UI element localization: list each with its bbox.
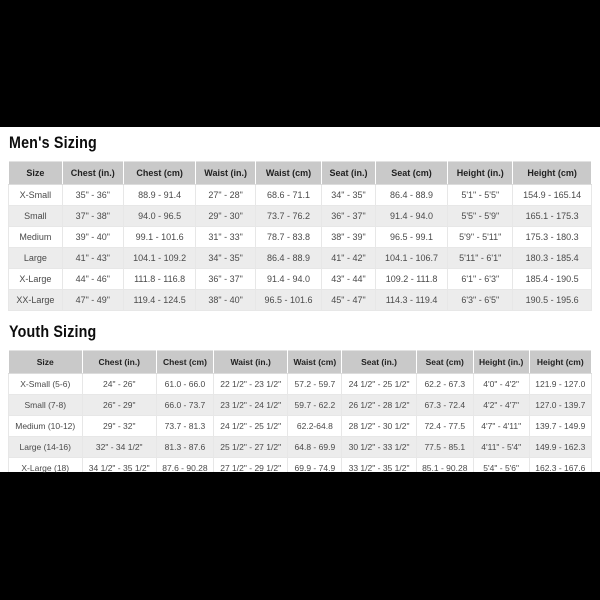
value-cell: 78.7 - 83.8 xyxy=(255,227,321,248)
table-row xyxy=(9,248,592,269)
column-header: Waist (in.) xyxy=(196,162,256,185)
size-cell: Small (7-8) xyxy=(9,395,83,416)
value-cell: 180.3 - 185.4 xyxy=(513,248,592,269)
value-cell: 22 1/2" - 23 1/2" xyxy=(213,374,287,395)
column-header: Height (cm) xyxy=(529,351,591,374)
column-header: Chest (in.) xyxy=(62,162,123,185)
column-header: Waist (in.) xyxy=(213,351,287,374)
value-cell: 4'7" - 4'11" xyxy=(473,416,529,437)
value-cell: 86.4 - 88.9 xyxy=(375,185,447,206)
value-cell: 175.3 - 180.3 xyxy=(513,227,592,248)
size-cell: Large (14-16) xyxy=(9,437,83,458)
table-row xyxy=(9,395,592,416)
value-cell: 88.9 - 91.4 xyxy=(123,185,195,206)
column-header: Seat (in.) xyxy=(322,162,376,185)
table-row xyxy=(9,185,592,206)
value-cell: 41" - 42" xyxy=(322,248,376,269)
table-row xyxy=(9,206,592,227)
value-cell: 62.2-64.8 xyxy=(288,416,342,437)
value-cell: 25 1/2" - 27 1/2" xyxy=(213,437,287,458)
table-row xyxy=(9,437,592,458)
table-row xyxy=(9,374,592,395)
column-header: Chest (cm) xyxy=(123,162,195,185)
value-cell: 99.1 - 101.6 xyxy=(123,227,195,248)
size-chart-sheet xyxy=(0,127,600,472)
value-cell: 23 1/2" - 24 1/2" xyxy=(213,395,287,416)
header-row xyxy=(9,162,592,185)
value-cell: 24 1/2" - 25 1/2" xyxy=(342,374,416,395)
value-cell: 30 1/2" - 33 1/2" xyxy=(342,437,416,458)
value-cell: 5'11" - 6'1" xyxy=(448,248,513,269)
value-cell: 104.1 - 106.7 xyxy=(375,248,447,269)
value-cell: 31" - 33" xyxy=(196,227,256,248)
column-header: Waist (cm) xyxy=(255,162,321,185)
table-row xyxy=(9,290,592,311)
value-cell: 190.5 - 195.6 xyxy=(513,290,592,311)
value-cell: 45" - 47" xyxy=(322,290,376,311)
value-cell: 119.4 - 124.5 xyxy=(123,290,195,311)
value-cell: 109.2 - 111.8 xyxy=(375,269,447,290)
value-cell: 44" - 46" xyxy=(62,269,123,290)
value-cell: 4'0" - 4'2" xyxy=(473,374,529,395)
value-cell: 67.3 - 72.4 xyxy=(416,395,473,416)
mens-sizing-title: Men's Sizing xyxy=(9,133,97,152)
table-row xyxy=(9,227,592,248)
column-header: Height (cm) xyxy=(513,162,592,185)
size-cell: Small xyxy=(9,206,63,227)
value-cell: 41" - 43" xyxy=(62,248,123,269)
youth-sizing-title: Youth Sizing xyxy=(9,322,97,341)
value-cell: 127.0 - 139.7 xyxy=(529,395,591,416)
size-cell: Medium xyxy=(9,227,63,248)
value-cell: 34 1/2" - 35 1/2" xyxy=(82,458,156,479)
value-cell: 37" - 38" xyxy=(62,206,123,227)
column-header: Chest (cm) xyxy=(156,351,213,374)
size-cell: X-Small (5-6) xyxy=(9,374,83,395)
value-cell: 24" - 26" xyxy=(82,374,156,395)
value-cell: 72.4 - 77.5 xyxy=(416,416,473,437)
column-header: Height (in.) xyxy=(473,351,529,374)
youth-table-body xyxy=(9,374,592,479)
value-cell: 77.5 - 85.1 xyxy=(416,437,473,458)
value-cell: 5'4" - 5'6" xyxy=(473,458,529,479)
value-cell: 104.1 - 109.2 xyxy=(123,248,195,269)
value-cell: 94.0 - 96.5 xyxy=(123,206,195,227)
value-cell: 24 1/2" - 25 1/2" xyxy=(213,416,287,437)
value-cell: 162.3 - 167.6 xyxy=(529,458,591,479)
mens-sizing-table xyxy=(8,161,592,311)
value-cell: 73.7 - 76.2 xyxy=(255,206,321,227)
column-header: Waist (cm) xyxy=(288,351,342,374)
value-cell: 68.6 - 71.1 xyxy=(255,185,321,206)
value-cell: 139.7 - 149.9 xyxy=(529,416,591,437)
value-cell: 149.9 - 162.3 xyxy=(529,437,591,458)
column-header: Height (in.) xyxy=(448,162,513,185)
column-header: Seat (cm) xyxy=(416,351,473,374)
table-row xyxy=(9,416,592,437)
value-cell: 33 1/2" - 35 1/2" xyxy=(342,458,416,479)
value-cell: 28 1/2" - 30 1/2" xyxy=(342,416,416,437)
size-cell: X-Small xyxy=(9,185,63,206)
column-header: Seat (cm) xyxy=(375,162,447,185)
value-cell: 96.5 - 99.1 xyxy=(375,227,447,248)
value-cell: 6'3" - 6'5" xyxy=(448,290,513,311)
value-cell: 4'2" - 4'7" xyxy=(473,395,529,416)
value-cell: 96.5 - 101.6 xyxy=(255,290,321,311)
value-cell: 38" - 39" xyxy=(322,227,376,248)
mens-table-body xyxy=(9,185,592,311)
value-cell: 154.9 - 165.14 xyxy=(513,185,592,206)
size-cell: Large xyxy=(9,248,63,269)
header-row xyxy=(9,351,592,374)
value-cell: 34" - 35" xyxy=(322,185,376,206)
value-cell: 165.1 - 175.3 xyxy=(513,206,592,227)
value-cell: 26" - 29" xyxy=(82,395,156,416)
value-cell: 59.7 - 62.2 xyxy=(288,395,342,416)
size-cell: XX-Large xyxy=(9,290,63,311)
value-cell: 85.1 - 90.28 xyxy=(416,458,473,479)
value-cell: 64.8 - 69.9 xyxy=(288,437,342,458)
letterbox-top xyxy=(0,0,600,127)
value-cell: 73.7 - 81.3 xyxy=(156,416,213,437)
value-cell: 39" - 40" xyxy=(62,227,123,248)
value-cell: 43" - 44" xyxy=(322,269,376,290)
value-cell: 32" - 34 1/2" xyxy=(82,437,156,458)
value-cell: 81.3 - 87.6 xyxy=(156,437,213,458)
value-cell: 5'9" - 5'11" xyxy=(448,227,513,248)
column-header: Seat (in.) xyxy=(342,351,416,374)
value-cell: 66.0 - 73.7 xyxy=(156,395,213,416)
value-cell: 87.6 - 90.28 xyxy=(156,458,213,479)
value-cell: 47" - 49" xyxy=(62,290,123,311)
value-cell: 111.8 - 116.8 xyxy=(123,269,195,290)
value-cell: 62.2 - 67.3 xyxy=(416,374,473,395)
size-cell: Medium (10-12) xyxy=(9,416,83,437)
value-cell: 114.3 - 119.4 xyxy=(375,290,447,311)
value-cell: 5'1" - 5'5" xyxy=(448,185,513,206)
value-cell: 91.4 - 94.0 xyxy=(255,269,321,290)
value-cell: 5'5" - 5'9" xyxy=(448,206,513,227)
mens-table-head xyxy=(9,162,592,185)
value-cell: 69.9 - 74.9 xyxy=(288,458,342,479)
value-cell: 35" - 36" xyxy=(62,185,123,206)
youth-table-head xyxy=(9,351,592,374)
value-cell: 4'11" - 5'4" xyxy=(473,437,529,458)
value-cell: 91.4 - 94.0 xyxy=(375,206,447,227)
youth-sizing-table xyxy=(8,350,592,479)
value-cell: 27" - 28" xyxy=(196,185,256,206)
value-cell: 185.4 - 190.5 xyxy=(513,269,592,290)
value-cell: 61.0 - 66.0 xyxy=(156,374,213,395)
value-cell: 36" - 37" xyxy=(196,269,256,290)
column-header: Size xyxy=(9,162,63,185)
table-row xyxy=(9,269,592,290)
letterbox-bottom xyxy=(0,472,600,600)
value-cell: 29" - 30" xyxy=(196,206,256,227)
column-header: Size xyxy=(9,351,83,374)
value-cell: 86.4 - 88.9 xyxy=(255,248,321,269)
column-header: Chest (in.) xyxy=(82,351,156,374)
size-cell: X-Large xyxy=(9,269,63,290)
value-cell: 36" - 37" xyxy=(322,206,376,227)
value-cell: 38" - 40" xyxy=(196,290,256,311)
value-cell: 27 1/2" - 29 1/2" xyxy=(213,458,287,479)
value-cell: 57.2 - 59.7 xyxy=(288,374,342,395)
value-cell: 29" - 32" xyxy=(82,416,156,437)
value-cell: 6'1" - 6'3" xyxy=(448,269,513,290)
value-cell: 26 1/2" - 28 1/2" xyxy=(342,395,416,416)
value-cell: 34" - 35" xyxy=(196,248,256,269)
value-cell: 121.9 - 127.0 xyxy=(529,374,591,395)
size-cell: X-Large (18) xyxy=(9,458,83,479)
